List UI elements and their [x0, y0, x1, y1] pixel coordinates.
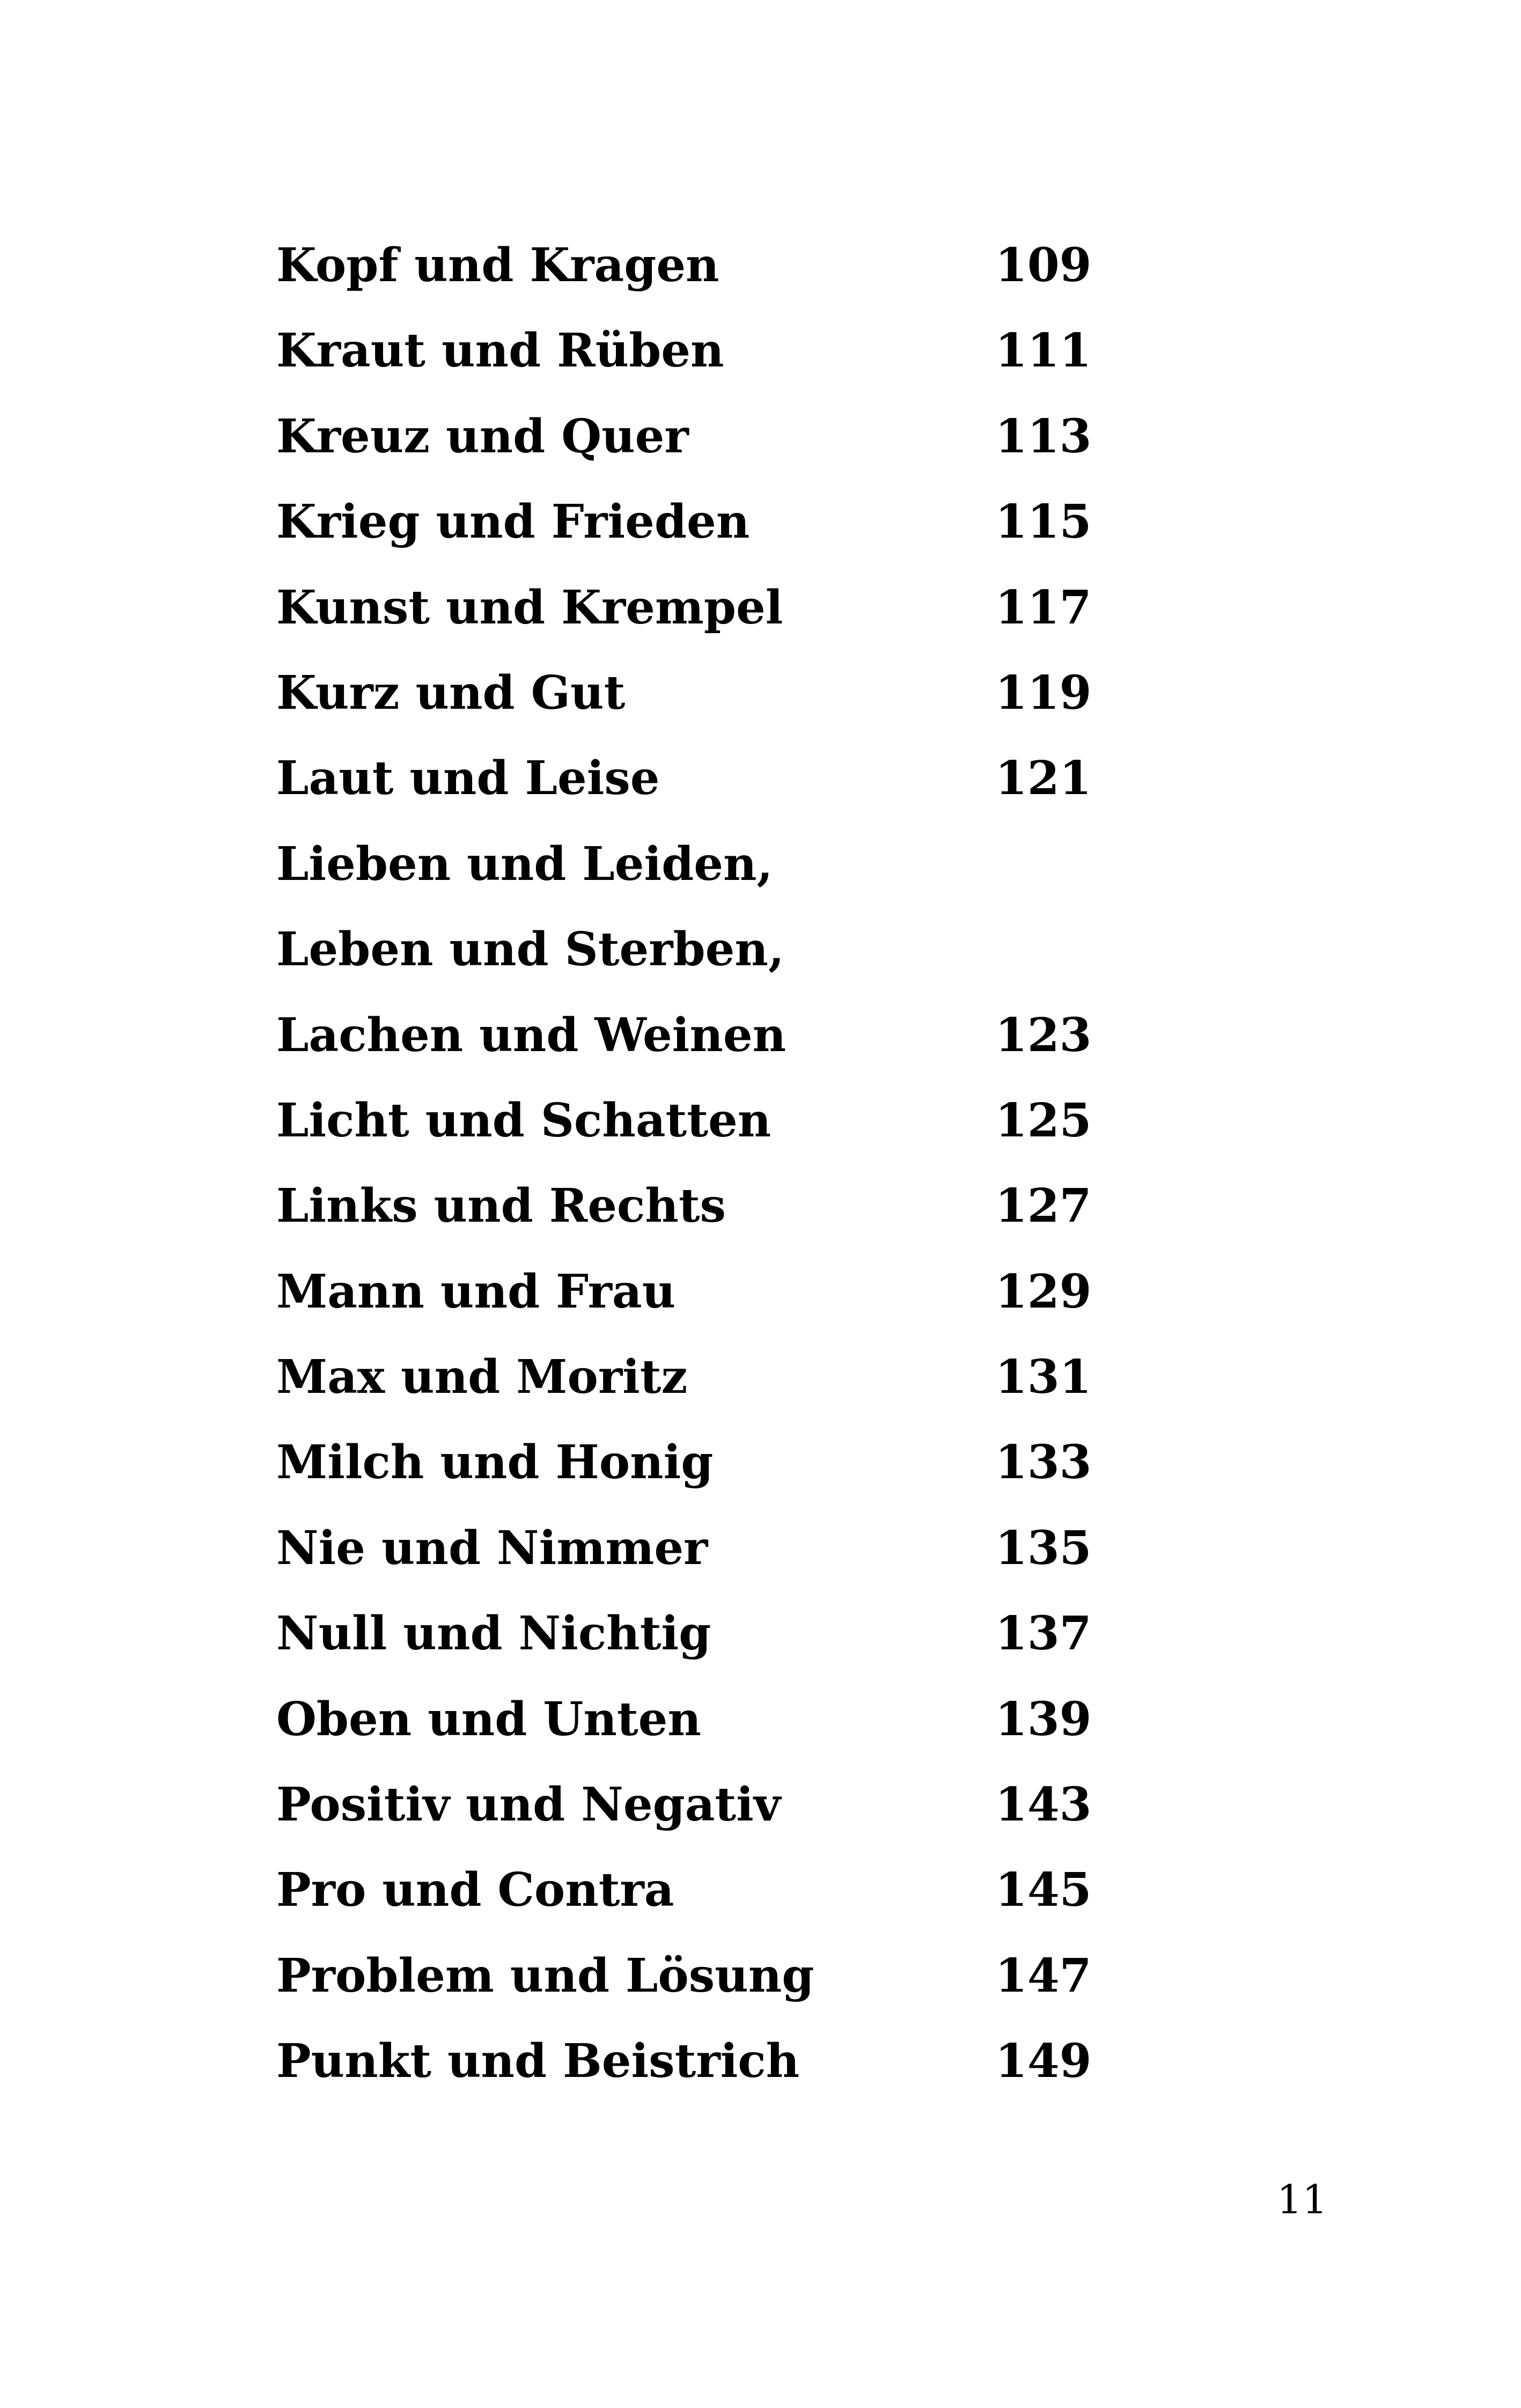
- toc-entry-page: 135: [995, 1521, 1092, 1575]
- toc-entry: [276, 1850, 1092, 1935]
- toc-entry-title: Pro und Contra: [276, 1863, 674, 1918]
- toc-entry: [276, 1337, 1092, 1422]
- toc-entry-title: Mann und Frau: [276, 1264, 676, 1319]
- toc-entry-page: 147: [995, 1948, 1092, 2003]
- toc-entry: [276, 1508, 1092, 1594]
- toc-entry: [276, 1252, 1092, 1337]
- toc-entry-page: 121: [995, 751, 1092, 806]
- toc-entry-title: Kopf und Kragen: [276, 238, 719, 292]
- toc-entry: [276, 1594, 1092, 1679]
- toc-entry-page: 115: [995, 495, 1092, 549]
- toc-entry: [276, 397, 1092, 482]
- toc-entry-page: 109: [995, 238, 1092, 292]
- toc-entry: [276, 225, 1092, 311]
- toc-entry: [276, 568, 1092, 653]
- toc-entry-title: Lachen und Weinen: [276, 1008, 787, 1062]
- toc-entry: [276, 311, 1092, 396]
- toc-entry-page: 123: [995, 1008, 1092, 1062]
- toc-entry: [276, 995, 1092, 1081]
- table-of-contents: [276, 225, 1092, 2107]
- toc-entry-title: Lieben und Leiden,: [276, 836, 773, 891]
- toc-entry-page: 117: [995, 580, 1092, 635]
- toc-entry: [276, 482, 1092, 567]
- toc-entry-page: 149: [995, 2034, 1092, 2089]
- toc-entry-page: 111: [995, 324, 1092, 378]
- toc-entry: [276, 1422, 1092, 1508]
- toc-entry-page: 127: [995, 1179, 1092, 1234]
- toc-entry-title: Laut und Leise: [276, 751, 660, 806]
- toc-entry-title: Oben und Unten: [276, 1692, 701, 1746]
- toc-entry-page: 145: [995, 1863, 1092, 1918]
- toc-entry-title: Krieg und Frieden: [276, 495, 750, 549]
- toc-entry-title: Max und Moritz: [276, 1350, 688, 1405]
- toc-entry-title: Leben und Sterben,: [276, 922, 784, 977]
- toc-entry: [276, 1081, 1092, 1166]
- toc-entry: [276, 909, 1081, 995]
- toc-entry: [276, 653, 1092, 738]
- toc-entry: [276, 1765, 1092, 1850]
- toc-entry-title: Positiv und Negativ: [276, 1778, 781, 1832]
- toc-entry-title: Problem und Lösung: [276, 1948, 814, 2003]
- toc-entry-title: Punkt und Beistrich: [276, 2034, 800, 2089]
- toc-entry-title: Licht und Schatten: [276, 1093, 771, 1148]
- toc-entry: [276, 1936, 1092, 2021]
- toc-entry-title: Milch und Honig: [276, 1435, 714, 1490]
- toc-entry-title: Kunst und Krempel: [276, 580, 783, 635]
- toc-entry-page: 143: [995, 1778, 1092, 1832]
- toc-entry-page: 133: [995, 1435, 1092, 1490]
- toc-entry-page: 113: [995, 409, 1092, 464]
- toc-entry-title: Null und Nichtig: [276, 1606, 711, 1661]
- toc-entry-page: 119: [995, 665, 1092, 720]
- toc-entry-page: 131: [995, 1350, 1092, 1405]
- toc-entry: [276, 2021, 1092, 2106]
- toc-entry: [276, 1166, 1092, 1251]
- toc-entry-page: 139: [995, 1692, 1092, 1746]
- toc-entry-title: Nie und Nimmer: [276, 1521, 708, 1575]
- toc-entry-title: Kurz und Gut: [276, 665, 626, 720]
- toc-entry: [276, 738, 1092, 824]
- toc-entry-title: Links und Rechts: [276, 1179, 726, 1234]
- page-number: 11: [1277, 2177, 1328, 2223]
- toc-entry-page: 129: [995, 1264, 1092, 1319]
- toc-entry-page: 137: [995, 1606, 1092, 1661]
- toc-entry-title: Kreuz und Quer: [276, 409, 689, 464]
- toc-entry-title: Kraut und Rüben: [276, 324, 724, 378]
- toc-entry-page: 125: [995, 1093, 1092, 1148]
- toc-entry: [276, 824, 1081, 909]
- toc-entry: [276, 1679, 1092, 1765]
